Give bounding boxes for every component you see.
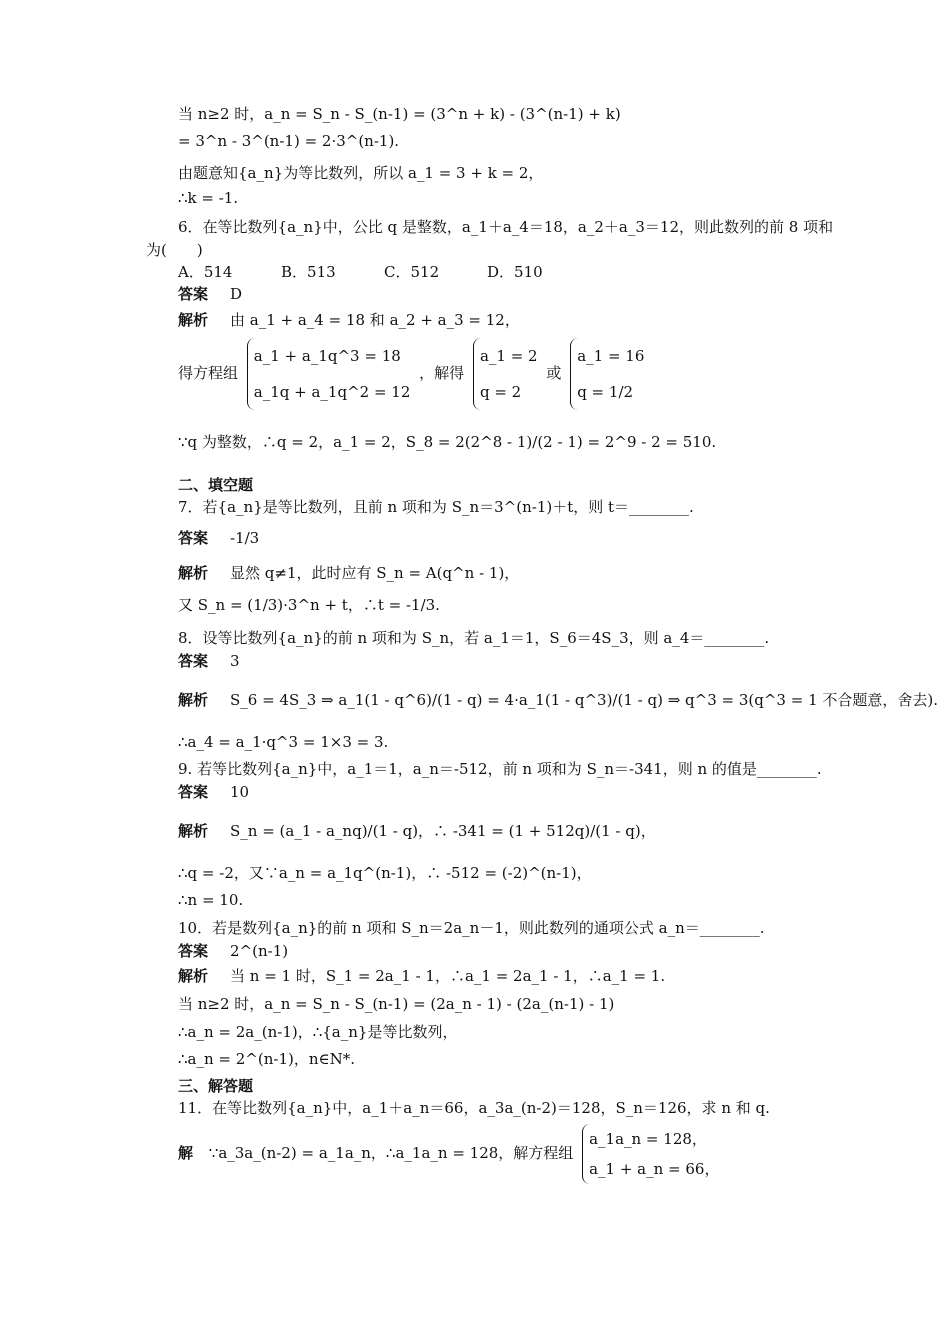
equation-system [247, 338, 411, 410]
analysis-text: 当 n = 1 时，S_1 = 2a_1 - 1，∴a_1 = 2a_1 - 1，∴a_1 = 1. [230, 967, 666, 985]
answer-value: 2^(n-1) [230, 942, 289, 960]
equation: q = 2 [479, 383, 522, 401]
option-c: C．512 [384, 263, 440, 281]
text: 得方程组 [178, 364, 239, 382]
analysis-text: S_6 = 4S_3 ⇒ a_1(1 - q^6)/(1 - q) = 4·a_1(1 - q^3)/(1 - q) ⇒ q^3 = 3(q^3 = 1 不合题意，舍去). [230, 691, 938, 709]
solution-label: 解 [178, 1144, 194, 1162]
section-heading: 三、解答题 [178, 1077, 254, 1095]
analysis-line: ∴n = 10. [178, 891, 244, 909]
answer-value: 3 [230, 652, 240, 670]
equation: q = 1/2 [577, 383, 634, 401]
analysis-text: 显然 q≠1，此时应有 S_n = A(q^n - 1)， [230, 564, 520, 582]
answer-line [178, 941, 288, 961]
equation: a_1 = 16 [577, 347, 645, 365]
answer-value: 10 [230, 783, 250, 801]
analysis-text: 由 a_1 + a_4 = 18 和 a_2 + a_3 = 12， [230, 311, 520, 329]
analysis-line [178, 690, 938, 710]
answer-value: -1/3 [230, 529, 260, 547]
question-10: 10．若是数列{a_n}的前 n 项和 S_n＝2a_n－1，则此数列的通项公式 a_n＝________. [178, 919, 765, 937]
equation: a_1 = 2 [479, 347, 538, 365]
analysis-line [178, 310, 520, 330]
answer-label: 答案 [178, 783, 209, 801]
equation: a_1a_n = 128， [589, 1130, 707, 1148]
analysis-line [178, 563, 519, 583]
equation: a_1 + a_n = 66， [589, 1160, 720, 1178]
analysis-line: 当 n≥2 时，a_n = S_n - S_(n-1) = (2a_n - 1) - (2a_(n-1) - 1) [178, 995, 615, 1013]
option-d: D．510 [487, 263, 543, 281]
answer-label: 答案 [178, 652, 209, 670]
analysis-label: 解析 [178, 564, 209, 582]
section-heading: 二、填空题 [178, 476, 254, 494]
answer-line [178, 284, 242, 304]
analysis-line [178, 821, 656, 841]
analysis-label: 解析 [178, 822, 209, 840]
answer-label: 答案 [178, 942, 209, 960]
option-b: B．513 [281, 263, 336, 281]
option-a: A．514 [178, 263, 233, 281]
analysis-text: S_n = (a_1 - a_nq)/(1 - q)，∴ -341 = (1 + 512q)/(1 - q)， [230, 822, 656, 840]
question-9: 9. 若等比数列{a_n}中，a_1＝1，a_n＝-512，前 n 项和为 S_n＝-341，则 n 的值是________. [178, 760, 822, 778]
answer-line [178, 528, 259, 548]
answer-value: D [230, 285, 243, 303]
question-6-cont: 为( ) [146, 241, 203, 259]
question-7: 7．若{a_n}是等比数列，且前 n 项和为 S_n＝3^(n-1)＋t，则 t＝________. [178, 498, 694, 516]
text-line: ∴k = -1. [178, 189, 239, 207]
equation-system [582, 1124, 719, 1184]
answer-line [178, 782, 249, 802]
answer-label: 答案 [178, 285, 209, 303]
analysis-label: 解析 [178, 691, 209, 709]
analysis-line: ∴q = -2，又∵a_n = a_1q^(n-1)，∴ -512 = (-2)^(n-1)， [178, 864, 592, 882]
analysis-line: 又 S_n = (1/3)·3^n + t，∴t = -1/3. [178, 596, 440, 614]
analysis-line: ∴a_4 = a_1·q^3 = 1×3 = 3. [178, 733, 389, 751]
equation: a_1 + a_1q^3 = 18 [253, 347, 401, 365]
answer-line [178, 651, 240, 671]
text: ，解得 [419, 364, 465, 382]
text-line: = 3^n - 3^(n-1) = 2·3^(n-1). [178, 132, 400, 150]
analysis-line: ∴a_n = 2a_(n-1)，∴{a_n}是等比数列， [178, 1023, 458, 1041]
analysis-line [178, 966, 665, 986]
answer-label: 答案 [178, 529, 209, 547]
analysis-line: ∵q 为整数，∴q = 2，a_1 = 2，S_8 = 2(2^8 - 1)/(2 - 1) = 2^9 - 2 = 510. [178, 433, 717, 451]
equation-system [473, 338, 538, 410]
analysis-label: 解析 [178, 967, 209, 985]
equation: a_1q + a_1q^2 = 12 [253, 383, 411, 401]
solution-line [178, 1124, 723, 1184]
text: 或 [546, 364, 562, 382]
question-11: 11．在等比数列{a_n}中，a_1＋a_n＝66，a_3a_(n-2)＝128，S_n＝126，求 n 和 q. [178, 1099, 770, 1117]
solution-text: ∵a_3a_(n-2) = a_1a_n，∴a_1a_n = 128，解方程组 [208, 1144, 574, 1162]
options [178, 262, 590, 282]
text-line: 由题意知{a_n}为等比数列，所以 a_1 = 3 + k = 2， [178, 164, 544, 182]
analysis-line [178, 338, 648, 410]
analysis-line: ∴a_n = 2^(n-1)，n∈N*. [178, 1050, 355, 1068]
text-line: 当 n≥2 时，a_n = S_n - S_(n-1) = (3^n + k) - (3^(n-1) + k) [178, 105, 621, 123]
analysis-label: 解析 [178, 311, 209, 329]
question-6: 6．在等比数列{a_n}中，公比 q 是整数，a_1＋a_4＝18，a_2＋a_3＝12，则此数列的前 8 项和 [178, 218, 834, 236]
question-8: 8．设等比数列{a_n}的前 n 项和为 S_n，若 a_1＝1，S_6＝4S_3，则 a_4＝________. [178, 629, 770, 647]
equation-system [570, 338, 644, 410]
